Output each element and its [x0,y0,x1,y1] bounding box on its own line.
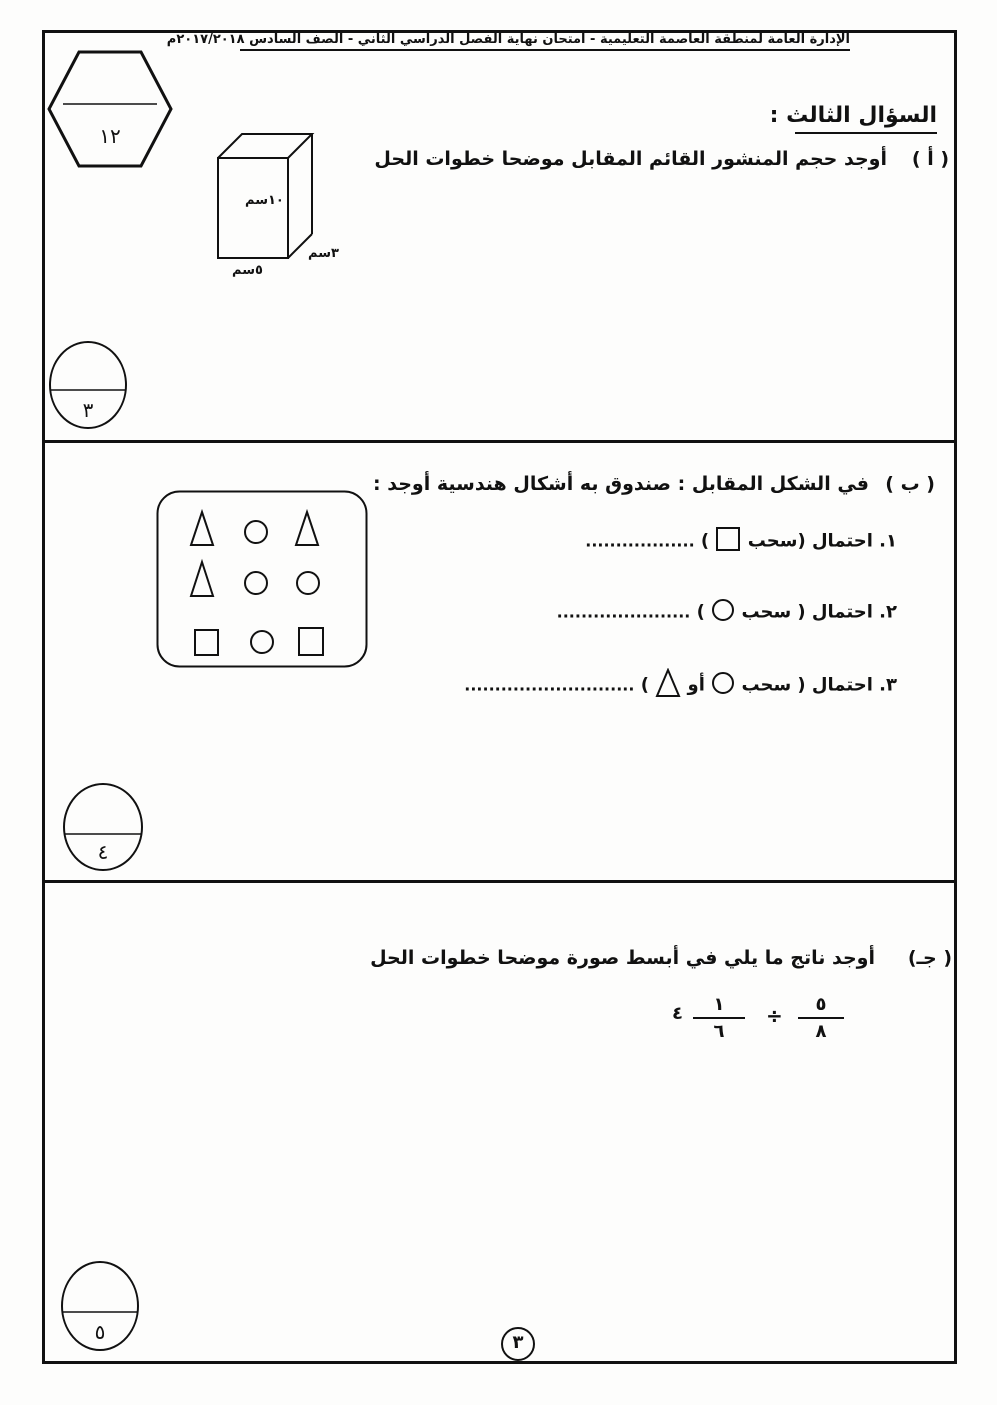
page-number-circle [500,1326,536,1362]
circle-shape [245,521,267,543]
part-a-label: ( أ ) [911,148,949,170]
item2-text: احتمال ( سحب [741,601,873,623]
question-title: السؤال الثالث : [769,103,937,128]
item3-answer-line: ............................ [464,675,635,695]
fraction-bar [798,1017,844,1019]
prism-depth-label: ٣سم [308,246,339,261]
prism-height-label: ١٠سم [245,193,284,208]
fraction-one-sixth-numerator: ١ [713,994,725,1015]
section-divider-2 [42,880,957,883]
item3-close: ) [640,674,649,696]
item2-answer-line: ...................... [556,602,691,622]
part-b-item1 [585,526,897,557]
part-b-label: ( ب ) [885,473,935,495]
part-a-score: ٣ [82,398,94,422]
triangle-shape [296,512,318,545]
fraction-five-eighths-numerator: ٥ [815,994,827,1015]
item2-number: ٢. [879,601,897,623]
part-b-question: في الشكل المقابل : صندوق به أشكال هندسية أوجد : [373,473,869,495]
part-b-score-oval [62,782,144,872]
fraction-five-eighths [798,994,844,1042]
item3-number: ٣. [879,674,897,696]
fraction-one-sixth-denominator: ٦ [713,1021,725,1042]
question-title-underline [795,132,937,134]
section-divider-1 [42,440,957,443]
part-b-item2 [557,598,897,627]
item1-answer-line: .................. [585,531,695,551]
square-shape [299,628,323,655]
circle-shape [245,572,267,594]
part-a-question: أوجد حجم المنشور القائم المقابل موضحا خطوات الحل [374,148,887,170]
circle-shape [297,572,319,594]
header-underline [240,49,850,51]
circle-icon [711,671,735,700]
part-b-score: ٤ [97,840,109,864]
part-c-question: أوجد ناتج ما يلي في أبسط صورة موضحا خطوات الحل [370,947,875,969]
fraction-five-eighths-denominator: ٨ [815,1021,827,1042]
square-shape [195,630,218,655]
part-b-item3 [464,668,897,703]
mixed-number-whole: ٤ [672,1003,683,1024]
triangle-shape [191,512,213,545]
page-number: ٣ [512,1332,524,1353]
division-sign: ÷ [766,1004,783,1028]
total-score-hexagon [47,50,173,168]
circle-shape [251,631,273,653]
triangle-shape [191,562,213,596]
prism-width-label: ٥سم [232,263,263,278]
triangle-icon [655,668,681,703]
item1-close: ) [700,530,710,552]
fraction-bar [693,1017,745,1019]
total-score: ١٢ [99,124,121,148]
exam-header: الإدارة العامة لمنطقة العاصمة التعليمية - امتحان نهاية الفصل الدراسي الثاني - الصف السادس ٢٠١٧/٢٠١٨م [166,32,850,47]
item1-text: احتمال (سحب [747,530,873,552]
fraction-one-sixth [693,994,745,1042]
square-icon [715,526,741,557]
item3-text: احتمال ( سحب [741,674,873,696]
part-a-score-oval [48,340,128,430]
part-c-score-oval [60,1260,140,1352]
part-c-score: ٥ [94,1320,106,1344]
item2-close: ) [696,601,705,623]
part-c-label: ( جـ) [907,947,952,969]
item1-number: ١. [879,530,897,552]
circle-icon [711,598,735,627]
item3-or: أو [687,674,705,696]
shapes-box [156,490,368,668]
